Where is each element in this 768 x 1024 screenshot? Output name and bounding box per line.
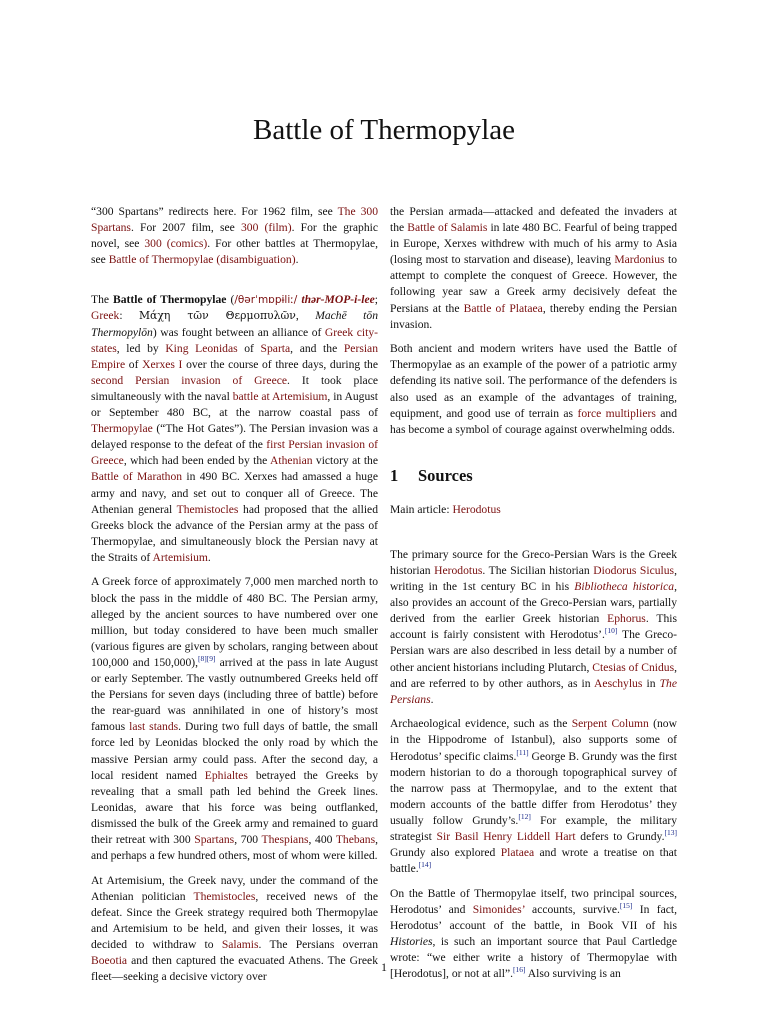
text: to attempt to complete the conquest of Greece. However, the following year saw a Greek army decisively defeat the Persians at the: [390, 253, 677, 315]
text: , 700: [234, 832, 262, 846]
link-liddell-hart[interactable]: Sir Basil Henry Liddell Hart: [436, 830, 576, 843]
text: arrived at the pass in late August or early September. The vastly outnumbered Greeks held off the Persians for seven days (including three of battle) before the rear-guard was annihilated in one of history’s most famous: [91, 655, 378, 734]
text: Archaeological evidence, such as the: [390, 717, 572, 731]
text: . During two full days of battle, the small force led by Leonidas blocked the only road by which the massive Persian army could pass. After the second day, a local resident named: [91, 720, 379, 782]
text: betrayed the Greeks by revealing that a small path led behind the Greek lines. Leonidas, aware that his force was being outflanked, dismissed the bulk of the Greek army and remained to guard their retreat with 300: [91, 768, 378, 846]
link-sparta[interactable]: Sparta: [260, 341, 291, 355]
text: the Persian armada—attacked and defeated the invaders at the: [390, 205, 677, 235]
text: In fact, Herodotus’ account of the battle, in Book VII of his: [390, 902, 677, 932]
page-title: Battle of Thermopylae: [253, 114, 515, 146]
link-athenian[interactable]: Athenian: [270, 454, 313, 468]
link-the-300-spartans[interactable]: The 300 Spartans: [91, 205, 378, 235]
text: .: [207, 550, 211, 564]
text: of: [237, 341, 261, 355]
link-spartans[interactable]: Spartans: [194, 832, 235, 846]
citation-15[interactable]: [15]: [619, 901, 633, 911]
text: Both ancient and modern writers have used the Battle of Thermopylae as an example of the power of a patriotic army defending its native soil. The performance of the defenders is also used as an example of the advantages of training, equipment, and good use of terrain as: [390, 342, 677, 420]
link-king-leonidas[interactable]: King Leonidas: [165, 341, 238, 355]
link-persian-empire[interactable]: Persian Empire: [91, 341, 378, 371]
text: . It took place simultaneously with the naval: [91, 373, 378, 403]
text: .: [430, 692, 434, 706]
link-battle-salamis[interactable]: Battle of Salamis: [407, 221, 488, 235]
hatnote: [91, 204, 378, 268]
link-ephialtes[interactable]: Ephialtes: [204, 768, 248, 782]
citation-13[interactable]: [13]: [664, 828, 678, 838]
text: in: [642, 676, 660, 690]
text: , also provides an account of the Greco-Persian wars, partially derived from the earlier Greek historian: [390, 580, 677, 626]
paragraph-artemisium-continued: [390, 204, 677, 333]
histories-title: Histories: [390, 935, 433, 949]
text: , and are referred to by other authors, as in: [390, 660, 677, 690]
text: The Greco-Persian wars are also described in less detail by a number of other ancient historians including Plutarch,: [390, 628, 678, 674]
citation-9[interactable]: [9]: [206, 654, 216, 664]
citation-16[interactable]: [16]: [513, 965, 526, 975]
link-aeschylus[interactable]: Aeschylus: [594, 676, 643, 690]
text: . The Persians overran: [258, 938, 378, 952]
hatnote-text: .: [295, 253, 299, 267]
main-article-note: [390, 502, 677, 518]
text: ) was fought between an alliance of: [152, 325, 325, 339]
link-xerxes[interactable]: Xerxes I: [142, 357, 183, 371]
citation-11[interactable]: [11]: [516, 747, 529, 757]
text: in late 480 BC. Fearful of being trapped in Europe, Xerxes withdrew with much of his army to Asia (losing most to starvation and disease), leaving: [390, 221, 677, 267]
text: Also surviving is an: [525, 967, 621, 981]
text: in 490 BC. Xerxes had amassed a huge army and navy, and set out to conquer all of Greece. The Athenian general: [91, 470, 378, 516]
paragraph-primary-source: [390, 547, 677, 708]
link-bibliotheca[interactable]: Bibliotheca historica: [574, 580, 675, 594]
link-simonides[interactable]: Simonides’: [472, 902, 525, 916]
hatnote-text: . For other battles at Thermopylae, see: [91, 237, 378, 267]
hatnote-text: “300 Spartans” redirects here. For 1962 film, see: [91, 205, 338, 218]
citation-10[interactable]: [10]: [604, 626, 618, 636]
text: over the course of three days, during the: [182, 357, 378, 371]
text: , and perhaps a few hundred others, most of whom were killed.: [91, 832, 378, 863]
page-number: 1: [381, 960, 387, 974]
paragraph-archaeological: [390, 716, 677, 877]
text: ;: [374, 293, 378, 307]
link-herodotus[interactable]: Herodotus: [434, 564, 483, 577]
text: . The Sicilian historian: [482, 564, 594, 577]
text: and then captured the evacuated Athens. The Greek fleet—seeking a decisive victory over: [91, 954, 378, 984]
link-salamis[interactable]: Salamis: [221, 938, 259, 952]
text: A Greek force of approximately 7,000 men marched north to block the pass in the middle of 480 BC. The Persian army, alleged by the ancient sources to have numbered over one million, but today considered to have been much smaller (various figures are given by scholars, ranging between about 100,000 and 150,000),: [91, 575, 378, 669]
text: , which had been ended by the: [123, 454, 271, 468]
section-heading-sources: [390, 466, 677, 486]
link-battle-plataea[interactable]: Battle of Plataea: [463, 301, 543, 315]
link-themistocles[interactable]: Themistocles: [176, 502, 239, 516]
link-serpent-column[interactable]: Serpent Column: [571, 717, 649, 731]
text: The primary source for the Greco-Persian Wars is the Greek historian: [390, 547, 677, 577]
lead-paragraph: [91, 292, 378, 566]
text: (“The Hot Gates”). The Persian invasion was a delayed response to the defeat of the: [91, 422, 378, 452]
text: of: [125, 357, 143, 371]
transliteration: Machē tōn Thermopylōn: [91, 309, 378, 339]
link-the-persians[interactable]: The Persians: [390, 676, 677, 706]
link-thespians[interactable]: Thespians: [261, 832, 309, 846]
text: had proposed that the allied Greeks block the advance of the Persian army at the pass of Thermopylae, and simultaneously block the Persian navy at the Straits of: [91, 502, 378, 564]
link-battle-artemisium[interactable]: battle at Artemisium: [232, 389, 328, 403]
paragraph-legacy: [390, 341, 677, 438]
text: . This account is fairly consistent with Herodotus’.: [390, 612, 677, 642]
text: Grundy also explored: [390, 846, 501, 860]
right-column: [390, 204, 677, 991]
text: , in August or September 480 BC, at the narrow coastal pass of: [91, 389, 378, 420]
text: defers to Grundy.: [575, 830, 665, 843]
link-force-multipliers[interactable]: force multipliers: [577, 406, 656, 420]
text: , received news of the defeat. Since the Greek strategy required both Thermopylae and Artemisium to be held, and given their losses, it was decided to withdraw to: [91, 889, 379, 952]
link-plataea[interactable]: Plataea: [500, 846, 535, 860]
link-first-invasion[interactable]: first Persian invasion of Greece: [91, 438, 378, 468]
section-number: 1: [390, 465, 399, 485]
link-greek[interactable]: Greek: [91, 309, 120, 323]
text: , and the: [290, 341, 344, 355]
link-pronunciation[interactable]: thər-MOP-i-lee: [301, 293, 375, 307]
citation-14[interactable]: [14]: [418, 860, 432, 870]
text: (now in the Hippodrome of Istanbul), also supports some of Herodotus’ specific claims.: [390, 717, 677, 763]
text: , thereby ending the Persian invasion.: [390, 301, 677, 331]
paragraph-greek-force: [91, 574, 378, 864]
link-300-film[interactable]: 300 (film): [240, 221, 292, 235]
link-thebans[interactable]: Thebans: [335, 832, 376, 846]
left-column: [91, 204, 378, 994]
text: Main article:: [390, 502, 453, 516]
lead-bold-title: Battle of Thermopylae: [113, 293, 227, 307]
link-diodorus[interactable]: Diodorus Siculus: [593, 564, 675, 577]
text: , 400: [308, 832, 336, 846]
citation-12[interactable]: [12]: [518, 812, 531, 822]
link-300-comics[interactable]: 300 (comics): [144, 237, 208, 251]
section-title: Sources: [418, 465, 473, 485]
text: George B. Grundy was the first modern historian to do a thorough topographical survey of the narrow pass at Thermopylae, and to the extent that modern accounts of the battle differ from Herodotus’ they usually follow Grundy’s.: [390, 749, 677, 827]
link-ipa[interactable]: /θərˈmɒpɨliː/: [234, 294, 298, 307]
link-ephorus[interactable]: Ephorus: [607, 612, 646, 626]
link-greek-city-states[interactable]: Greek city-states: [91, 325, 378, 355]
text: ,: [295, 309, 316, 323]
link-artemisium[interactable]: Artemisium: [152, 550, 208, 564]
text: (: [226, 293, 235, 307]
text: and wrote a treatise on that battle.: [390, 846, 677, 876]
link-mardonius[interactable]: Mardonius: [614, 253, 665, 267]
hatnote-text: . For the graphic novel, see: [91, 221, 378, 251]
text: , is such an important source that Paul Cartledge wrote: “we either write a history of Thermopylae with [Herodotus], or not at all”.: [390, 935, 677, 981]
text: At Artemisium, the Greek navy, under the command of the Athenian politician: [91, 873, 378, 903]
text: and has become a symbol of courage against overwhelming odds.: [390, 406, 678, 436]
link-last-stands[interactable]: last stands: [129, 720, 179, 734]
link-herodotus-main[interactable]: Herodotus: [452, 502, 501, 516]
text: For example, the military strategist: [390, 813, 677, 843]
text: :: [119, 309, 139, 323]
citation-8[interactable]: [8]: [198, 654, 207, 664]
link-ctesias[interactable]: Ctesias of Cnidus: [592, 660, 675, 674]
link-thermopylae[interactable]: Thermopylae: [91, 422, 153, 436]
hatnote-text: . For 2007 film, see: [130, 221, 241, 235]
text: , writing in the 1st century BC in his: [390, 564, 677, 594]
text: On the Battle of Thermopylae itself, two principal sources, Herodotus’ and: [390, 886, 677, 916]
link-boeotia[interactable]: Boeotia: [91, 954, 128, 968]
text: The: [91, 293, 114, 307]
link-themistocles-2[interactable]: Themistocles: [193, 889, 256, 903]
text: , led by: [116, 341, 166, 355]
link-disambiguation[interactable]: Battle of Thermopylae (disambiguation): [108, 253, 296, 267]
link-marathon[interactable]: Battle of Marathon: [91, 470, 183, 484]
text: accounts, survive.: [524, 902, 620, 916]
link-second-invasion[interactable]: second Persian invasion of Greece: [91, 373, 288, 387]
text: victory at the: [312, 454, 378, 468]
greek-name: Μάχη τῶν Θερμοπυλῶν: [139, 309, 296, 323]
